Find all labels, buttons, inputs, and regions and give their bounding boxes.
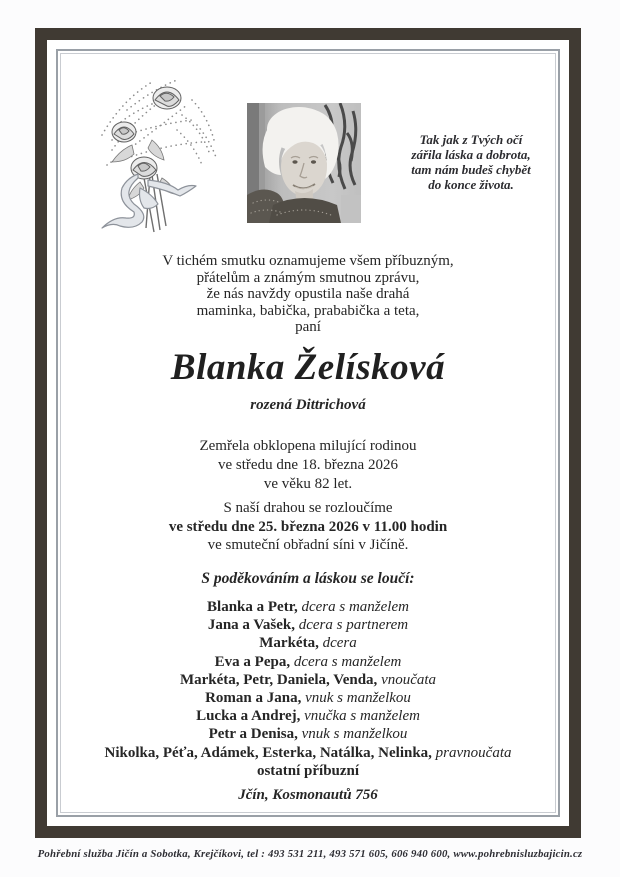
- maiden-name: rozená Dittrichová: [250, 397, 366, 413]
- mourner-names: Nikolka, Péťa, Adámek, Esterka, Natálka, Nelinka,: [104, 744, 432, 761]
- mourner-names: Blanka a Petr,: [207, 599, 298, 615]
- mourner-line: [47, 744, 569, 762]
- mourner-relation: vnuk s manželkou: [301, 726, 408, 743]
- announcement-line: V tichém smutku oznamujeme všem příbuzným,: [162, 253, 454, 269]
- farewell-datetime: ve středu dne 25. března 2026 v 11.00 hodin: [168, 518, 448, 535]
- quote-line: Tak jak z Tvých očí: [419, 132, 523, 147]
- mourner-names: Markéta,: [259, 635, 319, 652]
- mourner-relation: dcera s partnerem: [298, 617, 409, 634]
- announcement-line: maminka, babička, prababička a teta,: [196, 302, 420, 319]
- mourner-line: [47, 707, 569, 725]
- announcement-text: [47, 253, 569, 336]
- deceased-name: Blanka Želísková: [170, 347, 446, 388]
- memorial-card-frame: [35, 28, 581, 838]
- mourner-line: [47, 689, 569, 707]
- quote-line: tam nám budeš chybět: [411, 162, 531, 177]
- mourner-relation: dcera s manželem: [293, 653, 402, 670]
- mourner-names: Petr a Denisa,: [208, 726, 298, 743]
- announcement-line: přátelům a známým smutnou zprávu,: [196, 269, 420, 286]
- mourner-relation: dcera: [322, 635, 357, 652]
- announcement-line: paní: [295, 319, 321, 335]
- mourner-names: Markéta, Petr, Daniela, Venda,: [179, 671, 378, 688]
- mourner-line: [47, 616, 569, 634]
- mourner-line: [47, 725, 569, 743]
- rose-bouquet-icon: [82, 70, 234, 242]
- memorial-quote: [387, 132, 555, 192]
- farewell-intro: S naší drahou se rozloučíme: [223, 500, 393, 516]
- mourner-relation: pravnoučata: [435, 744, 512, 761]
- mourner-line: [47, 634, 569, 652]
- quote-line: do konce života.: [428, 177, 514, 192]
- mourner-names: Jana a Vašek,: [207, 617, 295, 634]
- mourner-line: [47, 762, 569, 780]
- quote-line: zářila láska a dobrota,: [411, 147, 531, 162]
- mourner-relation: vnoučata: [381, 671, 437, 688]
- mourners-list: [47, 598, 569, 780]
- death-info-line: ve věku 82 let.: [263, 476, 353, 492]
- mourner-relation: vnučka s manželem: [304, 708, 420, 725]
- announcement-line: že nás navždy opustila naše drahá: [206, 286, 410, 302]
- address-line: Jčín, Kosmonautů 756: [238, 787, 378, 803]
- mourner-line: [47, 653, 569, 671]
- mourner-line: [47, 671, 569, 689]
- funeral-home-footer: Pohřební služba Jičín a Sobotka, Krejčíkovi, tel : 493 531 211, 493 571 605, 606 940 600, www.pohrebnisluzbajicin.cz: [37, 848, 583, 860]
- mourner-names: Roman a Jana,: [205, 690, 302, 707]
- mourner-names: ostatní příbuzní: [256, 762, 360, 779]
- death-info-line: Zemřela obklopena milující rodinou: [199, 438, 417, 454]
- mourner-relation: vnuk s manželkou: [305, 690, 411, 707]
- mourner-names: Eva a Pepa,: [214, 653, 291, 670]
- farewell-info: [47, 499, 569, 555]
- deceased-portrait-photo: [247, 103, 361, 223]
- mourner-relation: dcera s manželem: [301, 599, 409, 615]
- death-info: [47, 437, 569, 494]
- farewell-place: ve smuteční obřadní síni v Jičíně.: [207, 537, 409, 553]
- mourner-line: [47, 598, 569, 616]
- death-info-line: ve středu dne 18. března 2026: [218, 457, 398, 473]
- mourner-names: Lucka a Andrej,: [196, 708, 301, 725]
- thanks-heading: S poděkováním a láskou se loučí:: [201, 570, 415, 587]
